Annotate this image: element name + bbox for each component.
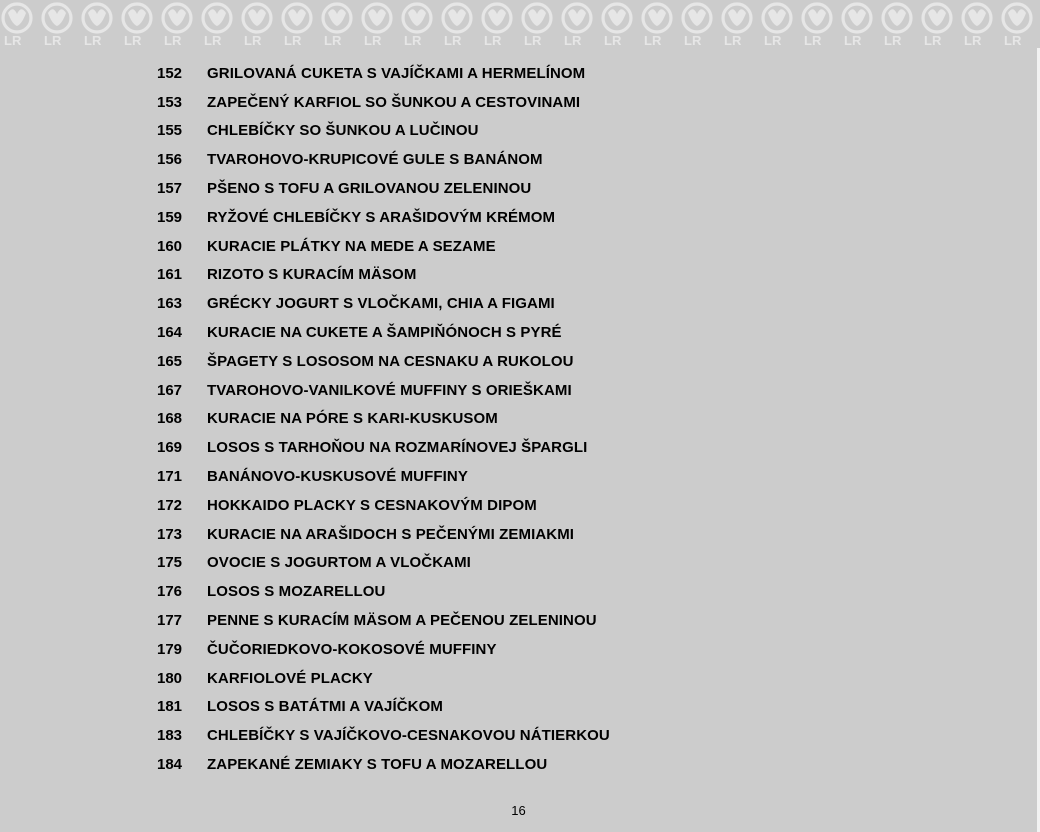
- toc-entry-title: ČUČORIEDKOVO-KOKOSOVÉ MUFFINY: [207, 640, 497, 658]
- toc-entry[interactable]: [157, 635, 610, 664]
- watermark-text: LR: [404, 33, 422, 48]
- toc-entry[interactable]: [157, 376, 610, 405]
- logo-mark-icon: [683, 4, 711, 48]
- toc-entry-title: TVAROHOVO-KRUPICOVÉ GULE S BANÁNOM: [207, 151, 543, 169]
- watermark-text: LR: [284, 33, 302, 48]
- toc-entry-title: PENNE S KURACÍM MÄSOM A PEČENOU ZELENINOU: [207, 612, 597, 630]
- watermark-text: LR: [564, 33, 582, 48]
- toc-entry[interactable]: [157, 520, 610, 549]
- logo-mark-icon: [203, 4, 231, 48]
- toc-entry-page: 160: [157, 237, 183, 255]
- watermark-text: LR: [884, 33, 902, 48]
- toc-entry-title: HOKKAIDO PLACKY S CESNAKOVÝM DIPOM: [207, 496, 537, 514]
- toc-entry[interactable]: [157, 462, 610, 491]
- toc-entry-page: 180: [157, 669, 183, 687]
- toc-entry-title: KURACIE NA PÓRE S KARI-KUSKUSOM: [207, 410, 498, 428]
- toc-entry[interactable]: [157, 664, 610, 693]
- toc-entry[interactable]: [157, 433, 610, 462]
- watermark-text: LR: [204, 33, 222, 48]
- logo-mark-icon: [883, 4, 911, 48]
- watermark-text: LR: [1004, 33, 1022, 48]
- toc-entry-page: 169: [157, 439, 183, 457]
- toc-entry-title: LOSOS S MOZARELLOU: [207, 583, 386, 601]
- toc-entry-title: ZAPEČENÝ KARFIOL SO ŠUNKOU A CESTOVINAMI: [207, 93, 581, 111]
- toc-entry-page: 175: [157, 554, 183, 572]
- logo-mark-icon: [1003, 4, 1031, 48]
- logo-mark-icon: [563, 4, 591, 48]
- toc-entry-page: 155: [157, 122, 183, 140]
- page-number: 16: [511, 803, 526, 818]
- toc-entry-page: 173: [157, 525, 183, 543]
- watermark-text: LR: [44, 33, 62, 48]
- decorative-header-band: [0, 0, 1040, 48]
- logo-mark-icon: [443, 4, 471, 48]
- logo-mark-icon: [283, 4, 311, 48]
- toc-entry[interactable]: [157, 405, 610, 434]
- logo-mark-icon: [403, 4, 431, 48]
- toc-entry-page: 181: [157, 698, 183, 716]
- logo-mark-icon: [803, 4, 831, 48]
- watermark-text: LR: [524, 33, 542, 48]
- logo-mark-icon: [163, 4, 191, 48]
- toc-entry[interactable]: [157, 693, 610, 722]
- toc-entry[interactable]: [157, 491, 610, 520]
- toc-entry[interactable]: [157, 174, 610, 203]
- watermark-text: LR: [644, 33, 662, 48]
- toc-entry-page: 176: [157, 583, 183, 601]
- toc-entry[interactable]: [157, 549, 610, 578]
- toc-entry-title: OVOCIE S JOGURTOM A VLOČKAMI: [207, 554, 471, 572]
- toc-entry-page: 172: [157, 496, 183, 514]
- toc-entry[interactable]: [157, 261, 610, 290]
- logo-pattern: [0, 0, 1040, 48]
- logo-mark-icon: [363, 4, 391, 48]
- watermark-text: LR: [324, 33, 342, 48]
- toc-entry[interactable]: [157, 347, 610, 376]
- toc-entry[interactable]: [157, 318, 610, 347]
- toc-entry[interactable]: [157, 577, 610, 606]
- toc-entry[interactable]: [157, 289, 610, 318]
- logo-mark-icon: [643, 4, 671, 48]
- toc-entry-page: 161: [157, 266, 183, 284]
- toc-entry-page: 153: [157, 93, 183, 111]
- toc-entry-title: BANÁNOVO-KUSKUSOVÉ MUFFINY: [207, 468, 468, 486]
- toc-entry[interactable]: [157, 606, 610, 635]
- toc-entry[interactable]: [157, 88, 610, 117]
- watermark-text: LR: [364, 33, 382, 48]
- toc-entry[interactable]: [157, 721, 610, 750]
- toc-entry-title: GRÉCKY JOGURT S VLOČKAMI, CHIA A FIGAMI: [207, 295, 555, 313]
- toc-entry-title: TVAROHOVO-VANILKOVÉ MUFFINY S ORIEŠKAMI: [207, 381, 572, 399]
- toc-entry-page: 164: [157, 324, 183, 342]
- toc-entry[interactable]: [157, 203, 610, 232]
- table-of-contents: [157, 59, 610, 779]
- toc-entry-page: 156: [157, 151, 183, 169]
- watermark-text: LR: [604, 33, 622, 48]
- watermark-text: LR: [244, 33, 262, 48]
- toc-entry-page: 184: [157, 756, 183, 774]
- toc-entry-page: 152: [157, 64, 183, 82]
- watermark-text: LR: [844, 33, 862, 48]
- toc-entry-title: CHLEBÍČKY S VAJÍČKOVO-CESNAKOVOU NÁTIERKOU: [207, 727, 610, 745]
- logo-mark-icon: [923, 4, 951, 48]
- logo-mark-icon: [323, 4, 351, 48]
- logo-mark-icon: [43, 4, 71, 48]
- toc-entry-title: RYŽOVÉ CHLEBÍČKY S ARAŠIDOVÝM KRÉMOM: [207, 208, 556, 226]
- toc-entry[interactable]: [157, 232, 610, 261]
- logo-mark-icon: [523, 4, 551, 48]
- watermark-text: LR: [724, 33, 742, 48]
- watermark-text: LR: [804, 33, 822, 48]
- logo-mark-icon: [763, 4, 791, 48]
- logo-mark-icon: [123, 4, 151, 48]
- logo-mark-icon: [3, 4, 31, 48]
- watermark-text: LR: [924, 33, 942, 48]
- logo-mark-icon: [483, 4, 511, 48]
- watermark-text: LR: [484, 33, 502, 48]
- toc-entry-title: GRILOVANÁ CUKETA S VAJÍČKAMI A HERMELÍNOM: [207, 64, 586, 82]
- logo-mark-icon: [843, 4, 871, 48]
- toc-entry-title: KURACIE PLÁTKY NA MEDE A SEZAME: [207, 237, 496, 255]
- logo-mark-icon: [723, 4, 751, 48]
- toc-entry-page: 163: [157, 295, 183, 313]
- logo-mark-icon: [963, 4, 991, 48]
- toc-entry-title: ŠPAGETY S LOSOSOM NA CESNAKU A RUKOLOU: [207, 352, 574, 370]
- toc-entry-page: 159: [157, 208, 183, 226]
- toc-entry[interactable]: [157, 117, 610, 146]
- toc-entry[interactable]: [157, 59, 610, 88]
- toc-entry-page: 179: [157, 640, 183, 658]
- watermark-text: LR: [4, 33, 22, 48]
- toc-entry-title: LOSOS S BATÁTMI A VAJÍČKOM: [207, 698, 443, 716]
- toc-entry-title: PŠENO S TOFU A GRILOVANOU ZELENINOU: [207, 180, 532, 198]
- watermark-text: LR: [124, 33, 142, 48]
- toc-entry-page: 171: [157, 468, 183, 486]
- toc-entry[interactable]: [157, 750, 610, 779]
- toc-entry-page: 157: [157, 180, 183, 198]
- toc-entry-page: 177: [157, 612, 183, 630]
- toc-entry-title: CHLEBÍČKY SO ŠUNKOU A LUČINOU: [207, 122, 479, 140]
- toc-entry-title: RIZOTO S KURACÍM MÄSOM: [207, 266, 417, 284]
- toc-entry-title: KARFIOLOVÉ PLACKY: [207, 669, 373, 687]
- toc-entry[interactable]: [157, 145, 610, 174]
- toc-entry-page: 167: [157, 381, 183, 399]
- watermark-text: LR: [444, 33, 462, 48]
- logo-mark-icon: [83, 4, 111, 48]
- toc-entry-title: ZAPEKANÉ ZEMIAKY S TOFU A MOZARELLOU: [207, 756, 548, 774]
- watermark-text: LR: [164, 33, 182, 48]
- watermark-text: LR: [764, 33, 782, 48]
- toc-entry-page: 165: [157, 352, 183, 370]
- toc-entry-title: LOSOS S TARHOŇOU NA ROZMARÍNOVEJ ŠPARGLI: [207, 439, 588, 457]
- watermark-text: LR: [84, 33, 102, 48]
- watermark-text: LR: [964, 33, 982, 48]
- toc-entry-page: 168: [157, 410, 183, 428]
- watermark-text: LR: [684, 33, 702, 48]
- logo-mark-icon: [243, 4, 271, 48]
- toc-entry-title: KURACIE NA CUKETE A ŠAMPIŇÓNOCH S PYRÉ: [207, 324, 562, 342]
- logo-mark-icon: [603, 4, 631, 48]
- toc-entry-page: 183: [157, 727, 183, 745]
- toc-entry-title: KURACIE NA ARAŠIDOCH S PEČENÝMI ZEMIAKMI: [207, 525, 575, 543]
